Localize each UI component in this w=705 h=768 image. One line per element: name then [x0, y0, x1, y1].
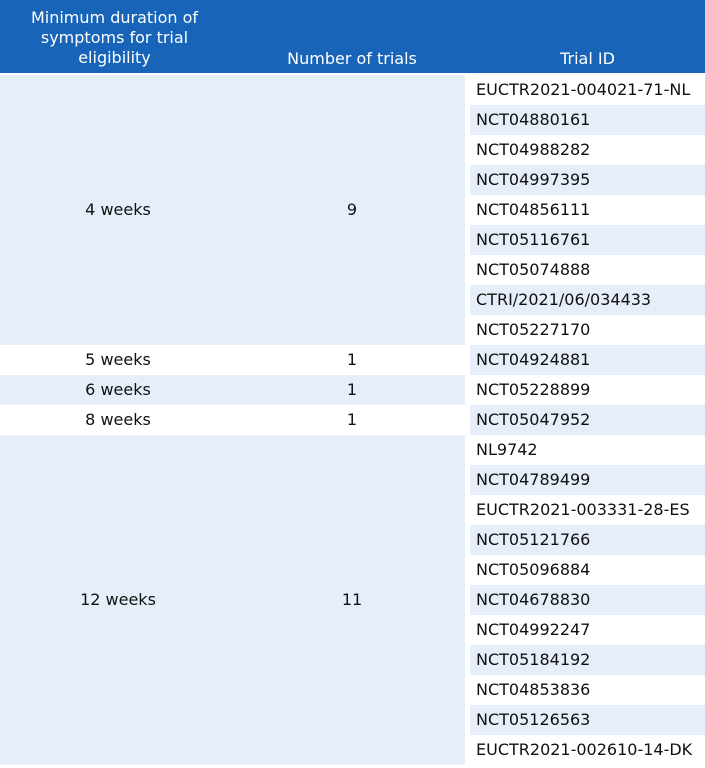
header-duration-line: symptoms for trial [40, 28, 189, 47]
trial-count-cell: 1 [346, 350, 358, 369]
header-trial-id: Trial ID [560, 49, 615, 68]
trial-id-cell: NCT04678830 [470, 585, 705, 615]
duration-group [0, 345, 465, 375]
trial-id-cell: NCT05116761 [470, 225, 705, 255]
trial-count-cell: 1 [346, 410, 358, 429]
duration-group [0, 435, 465, 765]
trial-id-cell: NCT04880161 [470, 105, 705, 135]
trial-id-cell: NCT04997395 [470, 165, 705, 195]
trial-id-cell: NCT04992247 [476, 620, 591, 639]
trial-id-cell: NCT05074888 [476, 260, 591, 279]
duration-cell: 5 weeks [85, 350, 151, 369]
trial-id-cell: NCT04924881 [470, 345, 705, 375]
trial-id-cell: EUCTR2021-004021-71-NL [476, 80, 691, 99]
trial-id-cell: NCT04853836 [476, 680, 591, 699]
trial-count-cell: 9 [346, 200, 358, 219]
trial-id-cell: CTRI/2021/06/034433 [470, 285, 705, 315]
trial-id-cell: NCT05126563 [470, 705, 705, 735]
header-duration [12, 8, 217, 68]
trial-id-cell: NCT05121766 [470, 525, 705, 555]
duration-cell: 12 weeks [80, 590, 156, 609]
trial-id-cell: NCT04789499 [470, 465, 705, 495]
duration-group [0, 405, 465, 435]
duration-group [0, 375, 465, 405]
trial-id-cell: NL9742 [476, 440, 538, 459]
table-header [0, 0, 705, 73]
trial-count-cell: 1 [346, 380, 358, 399]
duration-cell: 4 weeks [85, 200, 151, 219]
trial-id-cell: EUCTR2021-002610-14-DK [476, 740, 693, 759]
trial-id-cell: NCT05228899 [476, 380, 591, 399]
trial-count-cell: 11 [341, 590, 363, 609]
trial-id-cell: NCT05184192 [470, 645, 705, 675]
header-duration-line: eligibility [78, 48, 151, 67]
trial-id-cell: EUCTR2021-003331-28-ES [476, 500, 690, 519]
trial-id-cell: NCT05227170 [476, 320, 591, 339]
header-duration-line: Minimum duration of [30, 8, 199, 27]
duration-cell: 8 weeks [85, 410, 151, 429]
header-number-of-trials: Number of trials [287, 49, 417, 68]
duration-group [0, 75, 465, 345]
trial-id-cell: NCT05096884 [476, 560, 591, 579]
trial-id-cell: NCT04988282 [476, 140, 591, 159]
trial-id-cell: NCT04856111 [476, 200, 591, 219]
trial-id-cell: NCT05047952 [470, 405, 705, 435]
duration-cell: 6 weeks [85, 380, 151, 399]
